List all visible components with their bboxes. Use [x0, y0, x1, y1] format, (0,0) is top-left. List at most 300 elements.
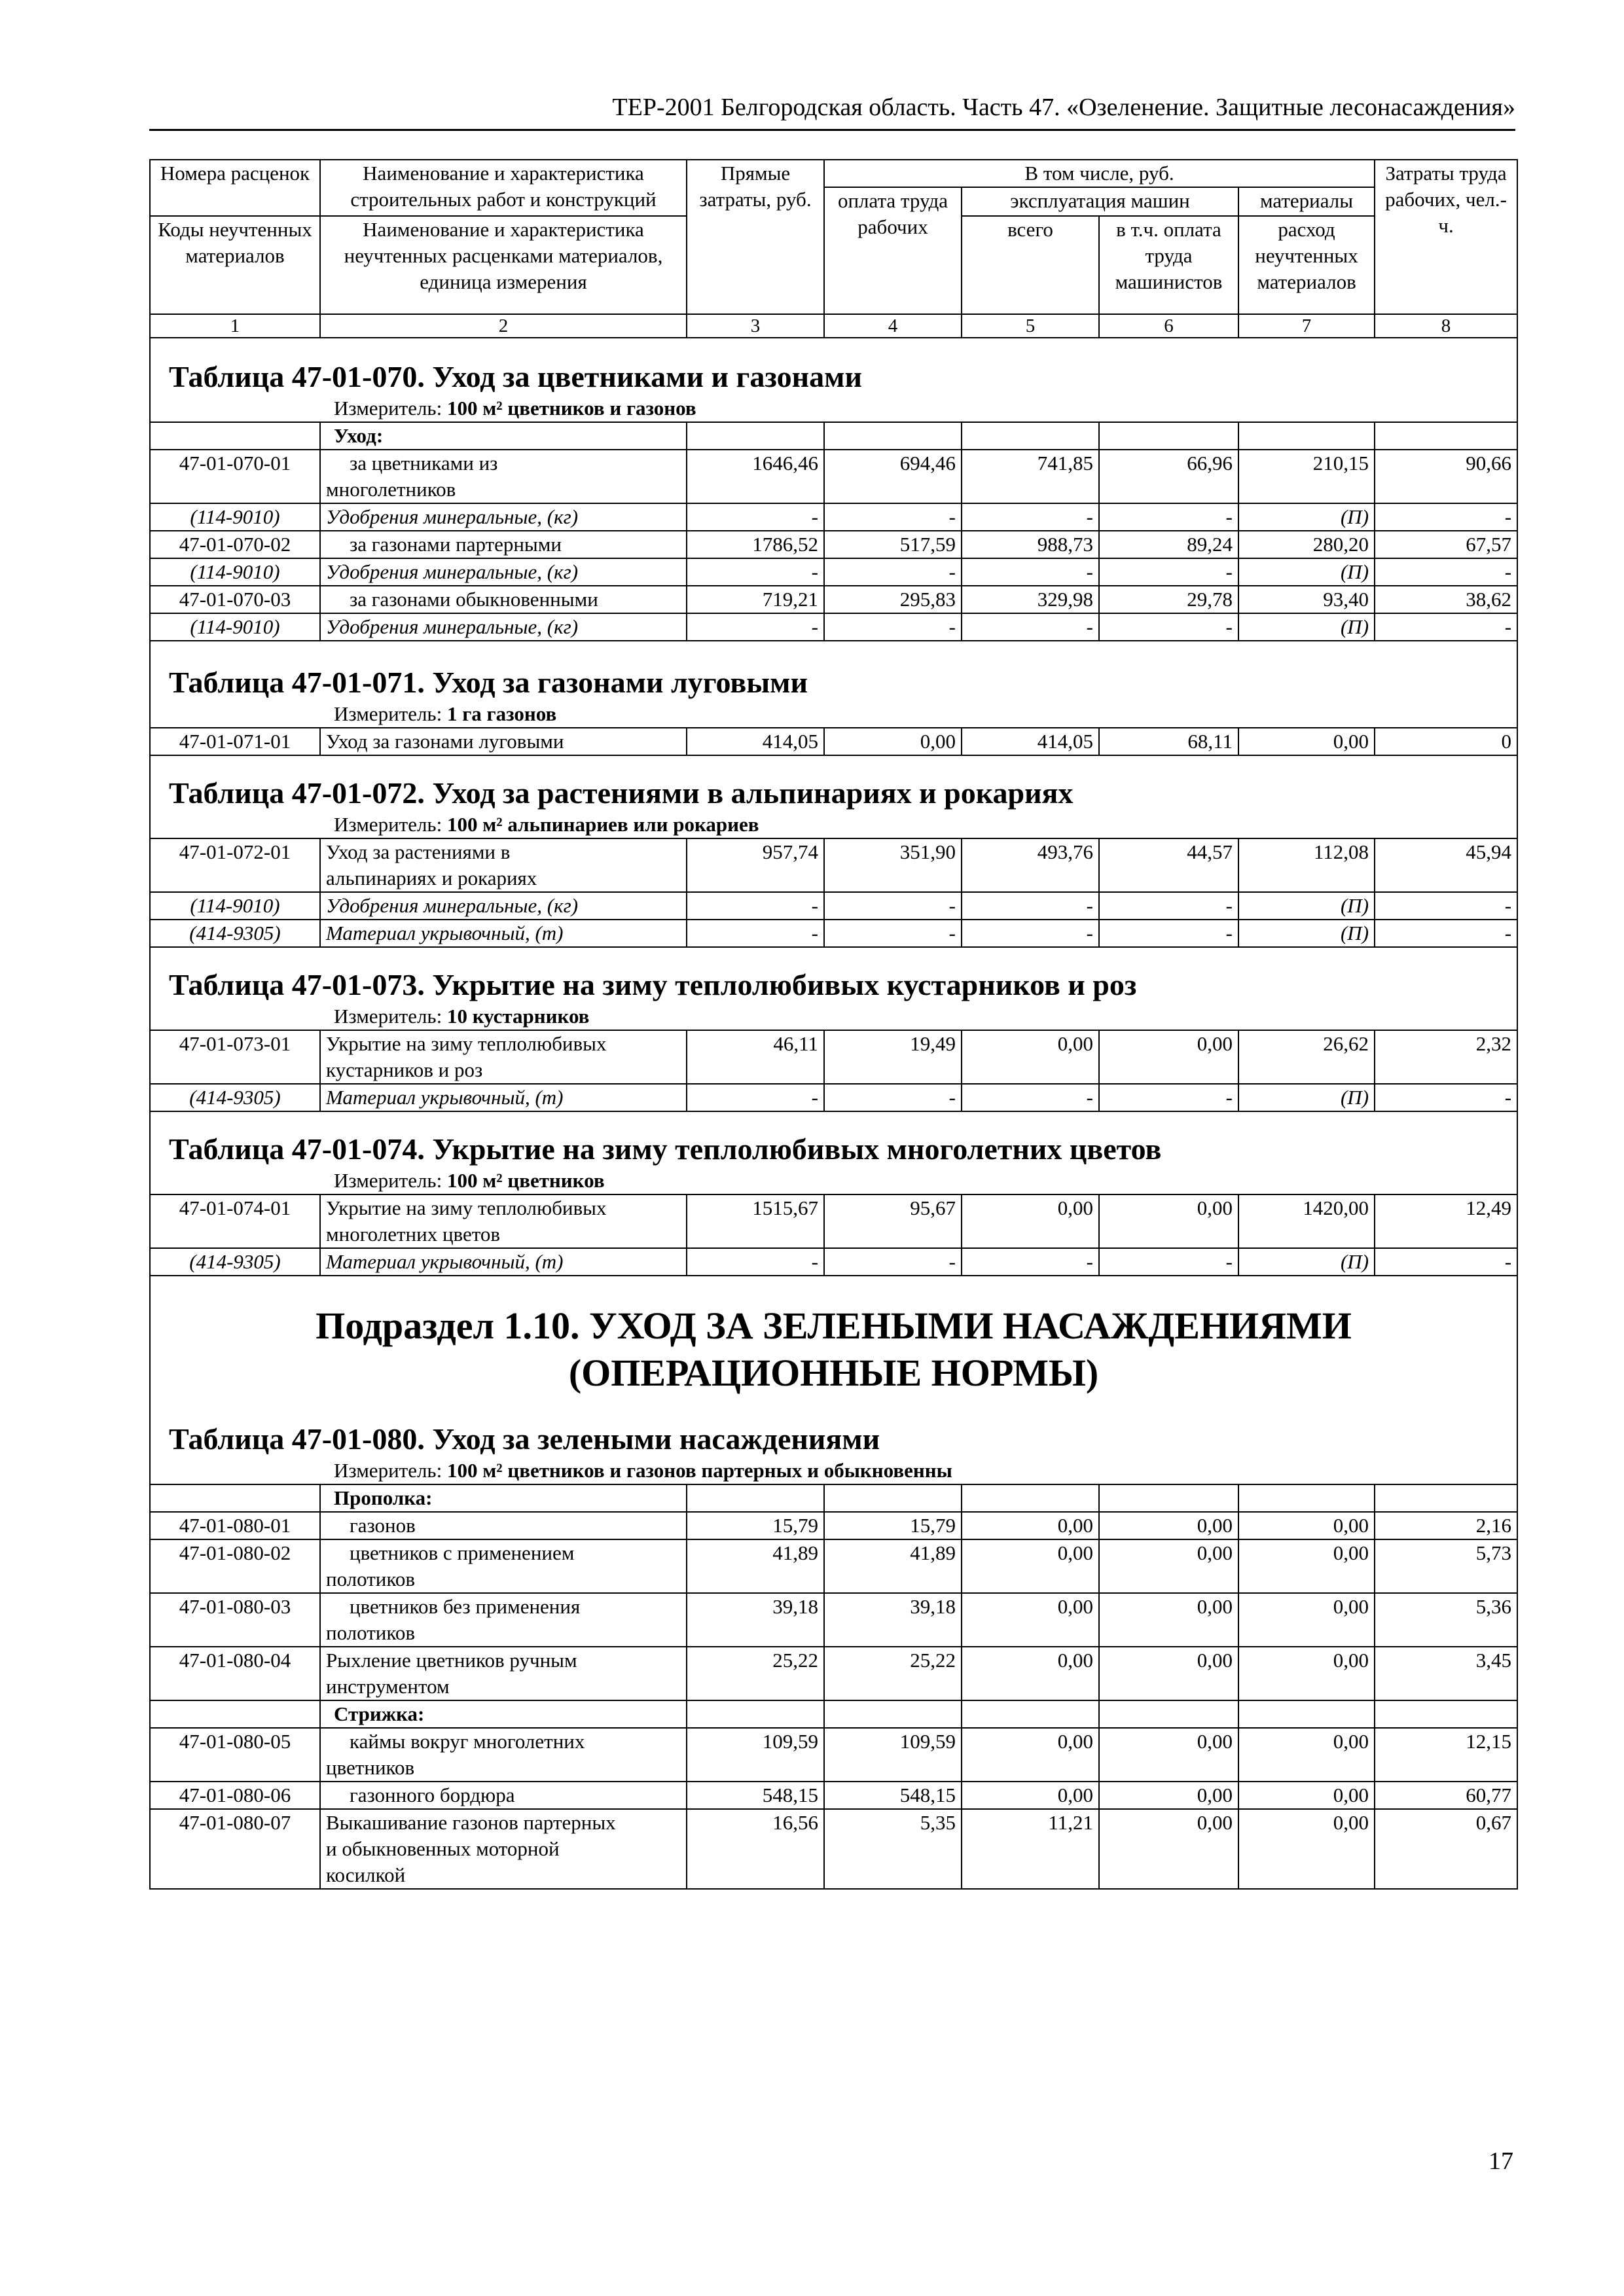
spacer [150, 641, 1517, 664]
work-name [320, 450, 687, 503]
col7-header: расход неучтенных материалов [1238, 216, 1375, 314]
empty-cell [1375, 1700, 1517, 1728]
value-c7: 112,08 [1238, 838, 1375, 892]
value-c5: - [962, 920, 1099, 947]
col1-top-header: Номера расценок [150, 160, 320, 216]
measure-value: 100 м² альпинариев или рокариев [446, 813, 759, 836]
value-c3: 39,18 [687, 1593, 824, 1647]
value-c6: - [1099, 558, 1238, 586]
measure-label: Измеритель: [334, 1169, 442, 1192]
value-c7: (П) [1238, 892, 1375, 920]
value-c8: - [1375, 503, 1517, 531]
value-c5: 0,00 [962, 1728, 1099, 1782]
value-c7: 0,00 [1238, 1728, 1375, 1782]
empty-cell [962, 1484, 1099, 1512]
group-code-cell [150, 1700, 320, 1728]
value-c8: 0 [1375, 728, 1517, 755]
value-c8: 12,49 [1375, 1194, 1517, 1248]
code-text: (414-9305) [189, 1250, 281, 1273]
value-c3: - [687, 1248, 824, 1276]
name-line: Выкашивание газонов партерных [326, 1811, 616, 1834]
value-c5: 493,76 [962, 838, 1099, 892]
name-line: Удобрения минеральные, (кг) [326, 505, 579, 528]
rate-code [150, 1194, 320, 1248]
value-c5: 0,00 [962, 1782, 1099, 1809]
value-c6: 0,00 [1099, 1593, 1238, 1647]
col5-header: всего [962, 216, 1099, 314]
name-line: Укрытие на зиму теплолюбивых [326, 1196, 607, 1219]
value-c4: 295,83 [824, 586, 962, 613]
col-number: 6 [1099, 314, 1238, 338]
spacer [150, 338, 1517, 357]
rate-code [150, 728, 320, 755]
name-line: полотиков [326, 1568, 416, 1590]
value-c8: 2,32 [1375, 1030, 1517, 1084]
material-name [320, 1248, 687, 1276]
col-number: 8 [1375, 314, 1517, 338]
name-line: газонов [350, 1514, 416, 1537]
spacer [150, 1111, 1517, 1131]
value-c8: 12,15 [1375, 1728, 1517, 1782]
value-c4: - [824, 558, 962, 586]
material-name [320, 892, 687, 920]
measure-value: 1 га газонов [446, 702, 557, 725]
name-line: Удобрения минеральные, (кг) [326, 560, 579, 583]
name-line: Уход за газонами луговыми [326, 730, 564, 753]
name-line: за газонами обыкновенными [350, 588, 598, 611]
empty-cell [962, 422, 1099, 450]
work-name [320, 1030, 687, 1084]
subsection-title-line2: (ОПЕРАЦИОННЫЕ НОРМЫ) [150, 1350, 1517, 1397]
value-c7: 0,00 [1238, 1512, 1375, 1539]
name-line: многолетников [326, 478, 456, 501]
empty-cell [824, 1700, 962, 1728]
value-c8: - [1375, 1084, 1517, 1111]
value-c6: 0,00 [1099, 1194, 1238, 1248]
material-code [150, 1248, 320, 1276]
material-code [150, 1084, 320, 1111]
code-text: (114-9010) [190, 505, 280, 528]
material-name [320, 558, 687, 586]
code-text: (414-9305) [189, 922, 281, 944]
value-c6: 0,00 [1099, 1512, 1238, 1539]
table-title: Таблица 47-01-074. Укрытие на зиму теплолюбивых многолетних цветов [150, 1131, 1517, 1168]
measure-value: 100 м² цветников и газонов [446, 397, 696, 420]
col-number: 7 [1238, 314, 1375, 338]
measure-line [150, 1458, 1517, 1484]
code-text: 47-01-080-06 [179, 1784, 291, 1806]
value-c3: 46,11 [687, 1030, 824, 1084]
empty-cell [1375, 422, 1517, 450]
table-title: Таблица 47-01-072. Уход за растениями в альпинариях и рокариях [150, 775, 1517, 812]
code-text: (114-9010) [190, 894, 280, 917]
col4-header: оплата труда рабочих [824, 187, 962, 314]
value-c5: - [962, 1084, 1099, 1111]
measure-label: Измеритель: [334, 702, 442, 725]
material-name [320, 613, 687, 641]
work-name [320, 586, 687, 613]
value-c8: - [1375, 558, 1517, 586]
value-c5: - [962, 613, 1099, 641]
group-code-cell [150, 1484, 320, 1512]
name-line: Удобрения минеральные, (кг) [326, 894, 579, 917]
measure-label: Измеритель: [334, 397, 442, 420]
subsection-title-line1: Подраздел 1.10. УХОД ЗА ЗЕЛЕНЫМИ НАСАЖДЕНИЯМИ [150, 1303, 1517, 1350]
measure-value: 100 м² цветников и газонов партерных и обыкновенны [446, 1459, 952, 1482]
rate-code [150, 1539, 320, 1593]
value-c7: (П) [1238, 1084, 1375, 1111]
code-text: (114-9010) [190, 615, 280, 638]
value-c3: 16,56 [687, 1809, 824, 1889]
value-c3: 1515,67 [687, 1194, 824, 1248]
code-text: 47-01-080-03 [179, 1595, 291, 1618]
name-line: Уход за растениями в [326, 840, 511, 863]
value-c5: 0,00 [962, 1194, 1099, 1248]
measure-line [150, 395, 1517, 422]
work-name [320, 1593, 687, 1647]
value-c7: (П) [1238, 558, 1375, 586]
value-c8: 38,62 [1375, 586, 1517, 613]
value-c6: - [1099, 1084, 1238, 1111]
empty-cell [1238, 1484, 1375, 1512]
rate-code [150, 1030, 320, 1084]
work-name [320, 1194, 687, 1248]
value-c8: - [1375, 613, 1517, 641]
empty-cell [1099, 1484, 1238, 1512]
value-c3: 25,22 [687, 1647, 824, 1700]
value-c5: - [962, 503, 1099, 531]
value-c4: 19,49 [824, 1030, 962, 1084]
material-code [150, 920, 320, 947]
value-c5: 0,00 [962, 1512, 1099, 1539]
value-c4: 95,67 [824, 1194, 962, 1248]
value-c6: 89,24 [1099, 531, 1238, 558]
material-code [150, 613, 320, 641]
value-c7: 280,20 [1238, 531, 1375, 558]
value-c6: 29,78 [1099, 586, 1238, 613]
value-c4: 15,79 [824, 1512, 962, 1539]
measure-line [150, 1168, 1517, 1194]
value-c7: (П) [1238, 920, 1375, 947]
name-line: многолетних цветов [326, 1223, 501, 1246]
table-title: Таблица 47-01-080. Уход за зелеными насаждениями [150, 1421, 1517, 1458]
code-text: 47-01-073-01 [179, 1032, 291, 1055]
value-c4: - [824, 503, 962, 531]
value-c4: 517,59 [824, 531, 962, 558]
col-number: 2 [320, 314, 687, 338]
value-c4: - [824, 1084, 962, 1111]
value-c7: 0,00 [1238, 1809, 1375, 1889]
value-c6: 0,00 [1099, 1647, 1238, 1700]
code-text: 47-01-080-07 [179, 1811, 291, 1834]
value-c6: 0,00 [1099, 1030, 1238, 1084]
value-c5: 0,00 [962, 1593, 1099, 1647]
value-c4: 41,89 [824, 1539, 962, 1593]
material-name [320, 503, 687, 531]
value-c4: 0,00 [824, 728, 962, 755]
code-text: 47-01-070-02 [179, 533, 291, 556]
work-name [320, 728, 687, 755]
name-line: за газонами партерными [350, 533, 562, 556]
code-text: 47-01-074-01 [179, 1196, 291, 1219]
value-c8: 45,94 [1375, 838, 1517, 892]
name-line: косилкой [326, 1863, 406, 1886]
value-c6: 68,11 [1099, 728, 1238, 755]
value-c6: 0,00 [1099, 1809, 1238, 1889]
table-title: Таблица 47-01-071. Уход за газонами луговыми [150, 664, 1517, 701]
name-line: инструментом [326, 1675, 450, 1698]
header-rule [149, 129, 1515, 131]
spacer [150, 1276, 1517, 1303]
value-c5: 0,00 [962, 1647, 1099, 1700]
empty-cell [687, 422, 824, 450]
measure-line [150, 1003, 1517, 1030]
value-c8: 67,57 [1375, 531, 1517, 558]
rate-code [150, 1728, 320, 1782]
value-c3: - [687, 892, 824, 920]
machines-header: эксплуатация машин [962, 187, 1238, 216]
value-c4: 694,46 [824, 450, 962, 503]
code-text: 47-01-080-02 [179, 1541, 291, 1564]
name-line: Материал укрывочный, (т) [326, 1250, 564, 1273]
code-text: (414-9305) [189, 1086, 281, 1109]
value-c3: 957,74 [687, 838, 824, 892]
name-line: цветников [326, 1756, 415, 1779]
col-number: 3 [687, 314, 824, 338]
col8-header: Затраты труда рабочих, чел.-ч. [1375, 160, 1517, 314]
value-c8: - [1375, 892, 1517, 920]
value-c3: - [687, 558, 824, 586]
code-text: 47-01-080-05 [179, 1730, 291, 1753]
empty-cell [687, 1484, 824, 1512]
material-code [150, 892, 320, 920]
empty-cell [1238, 422, 1375, 450]
empty-cell [824, 422, 962, 450]
measure-value: 10 кустарников [446, 1005, 590, 1028]
value-c4: - [824, 613, 962, 641]
measure-label: Измеритель: [334, 1459, 442, 1482]
empty-cell [1099, 422, 1238, 450]
work-name [320, 1539, 687, 1593]
col-number: 5 [962, 314, 1099, 338]
value-c5: - [962, 558, 1099, 586]
col6-header: в т.ч. оплата труда машинистов [1099, 216, 1238, 314]
name-line: цветников с применением [350, 1541, 575, 1564]
value-c6: - [1099, 1248, 1238, 1276]
work-name [320, 1809, 687, 1889]
group-label: Стрижка: [320, 1700, 687, 1728]
value-c5: 0,00 [962, 1539, 1099, 1593]
value-c7: (П) [1238, 503, 1375, 531]
code-text: 47-01-070-01 [179, 452, 291, 475]
rates-table [149, 159, 1518, 1890]
value-c7: 0,00 [1238, 1782, 1375, 1809]
value-c6: - [1099, 503, 1238, 531]
rate-code [150, 1512, 320, 1539]
work-name [320, 531, 687, 558]
value-c8: 90,66 [1375, 450, 1517, 503]
value-c3: 109,59 [687, 1728, 824, 1782]
value-c6: - [1099, 613, 1238, 641]
spacer [150, 755, 1517, 775]
value-c7: 0,00 [1238, 1647, 1375, 1700]
value-c7: 93,40 [1238, 586, 1375, 613]
col1-bottom-header: Коды неучтенных материалов [150, 216, 320, 314]
value-c5: 988,73 [962, 531, 1099, 558]
name-line: Материал укрывочный, (т) [326, 1086, 564, 1109]
value-c8: 0,67 [1375, 1809, 1517, 1889]
value-c6: 44,57 [1099, 838, 1238, 892]
measure-label: Измеритель: [334, 1005, 442, 1028]
value-c5: 414,05 [962, 728, 1099, 755]
value-c4: - [824, 892, 962, 920]
name-line: цветников без применения [350, 1595, 581, 1618]
value-c3: 1646,46 [687, 450, 824, 503]
value-c4: - [824, 1248, 962, 1276]
measure-value: 100 м² цветников [446, 1169, 605, 1192]
value-c7: 26,62 [1238, 1030, 1375, 1084]
rate-code [150, 450, 320, 503]
value-c3: 15,79 [687, 1512, 824, 1539]
rate-code [150, 838, 320, 892]
code-text: (114-9010) [190, 560, 280, 583]
page-number: 17 [1489, 2147, 1513, 2175]
incl-header: В том числе, руб. [824, 160, 1375, 187]
measure-line [150, 812, 1517, 838]
materials-header: материалы [1238, 187, 1375, 216]
measure-label: Измеритель: [334, 813, 442, 836]
col2-top-header: Наименование и характеристика строительных работ и конструкций [320, 160, 687, 216]
value-c3: - [687, 920, 824, 947]
value-c6: 0,00 [1099, 1728, 1238, 1782]
code-text: 47-01-072-01 [179, 840, 291, 863]
name-line: за цветниками из [350, 452, 498, 475]
rate-code [150, 1782, 320, 1809]
value-c6: - [1099, 892, 1238, 920]
value-c3: - [687, 503, 824, 531]
name-line: и обыкновенных моторной [326, 1837, 560, 1860]
name-line: каймы вокруг многолетних [350, 1730, 585, 1753]
empty-cell [824, 1484, 962, 1512]
work-name [320, 1647, 687, 1700]
group-code-cell [150, 422, 320, 450]
value-c7: 0,00 [1238, 728, 1375, 755]
col-number: 1 [150, 314, 320, 338]
code-text: 47-01-070-03 [179, 588, 291, 611]
empty-cell [1375, 1484, 1517, 1512]
value-c8: 5,36 [1375, 1593, 1517, 1647]
value-c7: 0,00 [1238, 1593, 1375, 1647]
value-c6: 0,00 [1099, 1782, 1238, 1809]
value-c5: - [962, 1248, 1099, 1276]
value-c8: 60,77 [1375, 1782, 1517, 1809]
value-c8: - [1375, 1248, 1517, 1276]
material-name [320, 920, 687, 947]
work-name [320, 1728, 687, 1782]
measure-line [150, 701, 1517, 728]
value-c7: (П) [1238, 613, 1375, 641]
value-c8: 5,73 [1375, 1539, 1517, 1593]
name-line: кустарников и роз [326, 1058, 483, 1081]
rate-code [150, 1809, 320, 1889]
name-line: Удобрения минеральные, (кг) [326, 615, 579, 638]
col-number: 4 [824, 314, 962, 338]
spacer [150, 947, 1517, 967]
material-code [150, 558, 320, 586]
work-name [320, 1782, 687, 1809]
empty-cell [962, 1700, 1099, 1728]
value-c4: 351,90 [824, 838, 962, 892]
name-line: Укрытие на зиму теплолюбивых [326, 1032, 607, 1055]
value-c3: 41,89 [687, 1539, 824, 1593]
value-c6: - [1099, 920, 1238, 947]
value-c6: 66,96 [1099, 450, 1238, 503]
value-c5: - [962, 892, 1099, 920]
value-c3: 719,21 [687, 586, 824, 613]
material-code [150, 503, 320, 531]
name-line: Рыхление цветников ручным [326, 1649, 577, 1672]
code-text: 47-01-080-01 [179, 1514, 291, 1537]
value-c5: 11,21 [962, 1809, 1099, 1889]
material-name [320, 1084, 687, 1111]
value-c4: - [824, 920, 962, 947]
rate-code [150, 1647, 320, 1700]
value-c3: 548,15 [687, 1782, 824, 1809]
rate-code [150, 531, 320, 558]
col2-bottom-header: Наименование и характеристика неучтенных расценками материалов, единица измерения [320, 216, 687, 314]
name-line: полотиков [326, 1621, 416, 1644]
col3-header: Прямые затраты, руб. [687, 160, 824, 314]
value-c3: 1786,52 [687, 531, 824, 558]
spacer [150, 1397, 1517, 1421]
value-c4: 109,59 [824, 1728, 962, 1782]
value-c7: 0,00 [1238, 1539, 1375, 1593]
name-line: газонного бордюра [350, 1784, 515, 1806]
empty-cell [1099, 1700, 1238, 1728]
name-line: Материал укрывочный, (т) [326, 922, 564, 944]
value-c6: 0,00 [1099, 1539, 1238, 1593]
work-name [320, 838, 687, 892]
name-line: альпинариях и рокариях [326, 867, 537, 889]
running-header: ТЕР-2001 Белгородская область. Часть 47. «Озеленение. Защитные лесонасаждения» [612, 94, 1515, 121]
value-c5: 741,85 [962, 450, 1099, 503]
work-name [320, 1512, 687, 1539]
empty-cell [1238, 1700, 1375, 1728]
value-c4: 5,35 [824, 1809, 962, 1889]
value-c8: 2,16 [1375, 1512, 1517, 1539]
value-c7: (П) [1238, 1248, 1375, 1276]
code-text: 47-01-071-01 [179, 730, 291, 753]
value-c5: 329,98 [962, 586, 1099, 613]
value-c3: - [687, 1084, 824, 1111]
value-c4: 25,22 [824, 1647, 962, 1700]
value-c3: 414,05 [687, 728, 824, 755]
value-c4: 548,15 [824, 1782, 962, 1809]
table-title: Таблица 47-01-073. Укрытие на зиму теплолюбивых кустарников и роз [150, 967, 1517, 1003]
value-c8: 3,45 [1375, 1647, 1517, 1700]
group-label: Прополка: [320, 1484, 687, 1512]
value-c4: 39,18 [824, 1593, 962, 1647]
value-c7: 1420,00 [1238, 1194, 1375, 1248]
value-c8: - [1375, 920, 1517, 947]
value-c3: - [687, 613, 824, 641]
rate-code [150, 1593, 320, 1647]
rate-code [150, 586, 320, 613]
value-c5: 0,00 [962, 1030, 1099, 1084]
table-title: Таблица 47-01-070. Уход за цветниками и газонами [150, 357, 1517, 395]
code-text: 47-01-080-04 [179, 1649, 291, 1672]
group-label: Уход: [320, 422, 687, 450]
